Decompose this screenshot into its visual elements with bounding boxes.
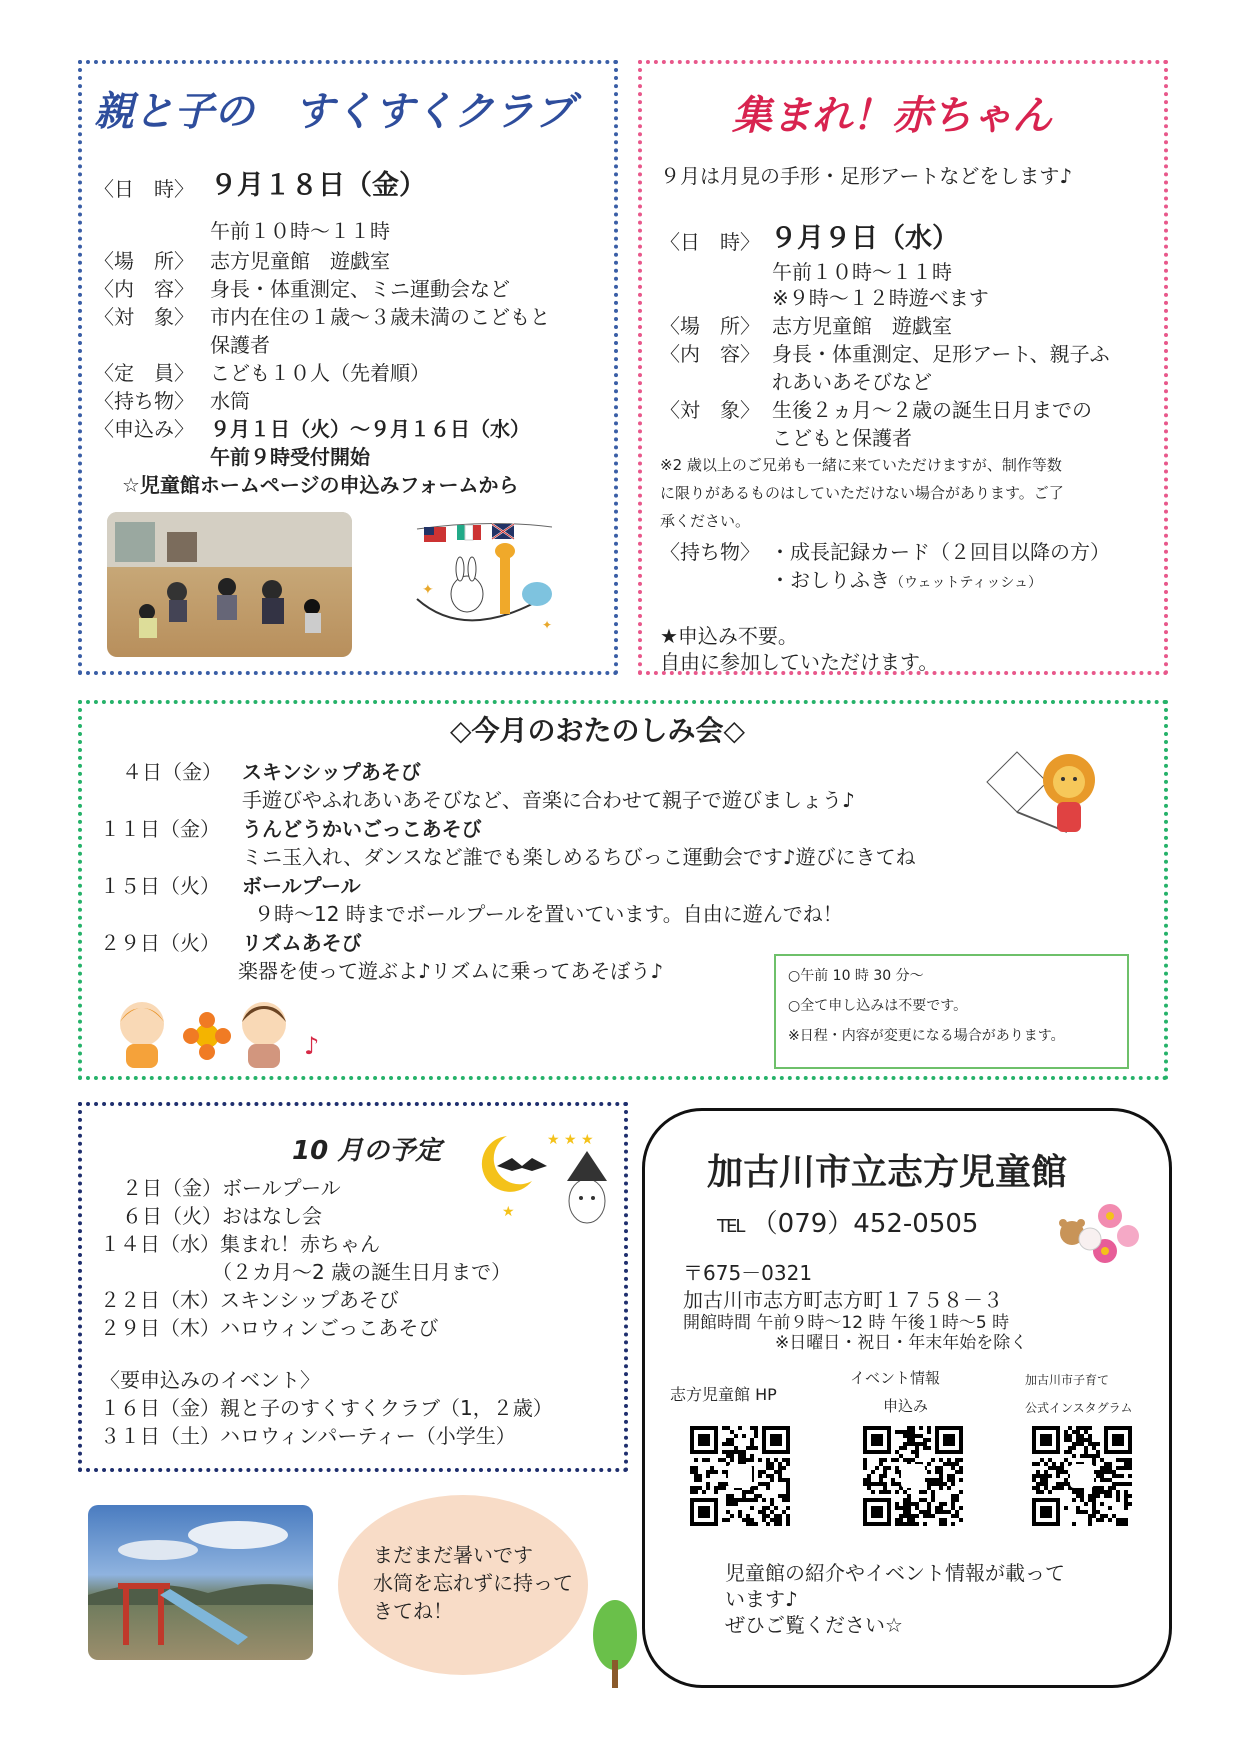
baby-date-label: 〈日 時〉: [660, 230, 760, 254]
baby-note-line1: ※2 歳以上のご兄弟も一緒に来ていただけますが、制作等数: [660, 456, 1062, 474]
tree-illustration: [590, 1600, 640, 1690]
club-apply-label: 〈申込み〉: [94, 417, 194, 441]
svg-text:✦: ✦: [422, 582, 434, 598]
qr-3-label-line1: 加古川市子育て: [1025, 1373, 1110, 1387]
halloween-illustration: [477, 1126, 617, 1226]
bubble-line-2: 水筒を忘れずに持って: [373, 1571, 573, 1595]
baby-bring-line2: [770, 568, 1042, 592]
qr-2-label-line2: 申込み: [883, 1397, 929, 1415]
october-apply-item-1: １６日（金）親と子のすくすくクラブ（1，２歳）: [100, 1396, 553, 1420]
center-tel: [717, 1209, 978, 1240]
svg-text:★: ★: [502, 1204, 515, 1220]
center-name: 加古川市立志方児童館: [707, 1152, 1068, 1193]
club-target-line1: 市内在住の１歳～３歳未満のこどもと: [210, 305, 550, 329]
center-address: 加古川市志方町志方町１７５８－３: [683, 1288, 1003, 1312]
october-apply-item-2: ３１日（土）ハロウィンパーティー（小学生）: [100, 1424, 516, 1448]
event-1-date: ４日（金）: [122, 760, 222, 784]
baby-time: 午前１０時～１１時: [772, 260, 952, 284]
center-info-section: [642, 1108, 1172, 1688]
monthly-note-3: ※日程・内容が変更になる場合があります。: [788, 1028, 1065, 1044]
baby-time-note: ※９時～１２時遊べます: [772, 286, 989, 310]
event-2-name: うんどうかいごっこあそび: [242, 817, 482, 841]
event-1-desc: 手遊びやふれあいあそびなど、音楽に合わせて親子で遊びましょう♪: [242, 788, 855, 812]
monthly-note-1: ○午前 10 時 30 分～: [788, 968, 924, 984]
monthly-section: [78, 700, 1168, 1080]
october-item-3: １４日（水）集まれ！赤ちゃん: [100, 1232, 380, 1256]
speech-bubble: [338, 1495, 588, 1675]
slide-photo: [88, 1505, 313, 1660]
october-title: 10 月の予定: [292, 1136, 442, 1166]
baby-target-line2: こどもと保護者: [772, 426, 912, 450]
october-section: [78, 1102, 628, 1472]
center-closed: ※日曜日・祝日・年末年始を除く: [775, 1333, 1028, 1353]
club-target-label: 〈対 象〉: [94, 305, 194, 329]
qr-2-label-line1: イベント情報: [850, 1369, 941, 1387]
baby-date: ９月９日（水）: [770, 223, 959, 254]
baby-target-line1: 生後２ヵ月～２歳の誕生日月までの: [772, 398, 1092, 422]
club-place: 志方児童館 遊戯室: [210, 249, 390, 273]
baby-content-label: 〈内 容〉: [660, 342, 760, 366]
october-item-1: ２日（金）ボールプール: [122, 1176, 341, 1200]
baby-content-line2: れあいあそびなど: [772, 370, 932, 394]
center-info-line3: ぜひご覧ください☆: [725, 1613, 903, 1637]
club-bring: 水筒: [210, 389, 250, 413]
qr-1-label: 志方児童館 HP: [670, 1385, 777, 1404]
event-2-date: １１日（金）: [100, 817, 220, 841]
baby-intro: ９月は月見の手形・足形アートなどをします♪: [660, 164, 1073, 188]
tel-number: （079）452-0505: [751, 1209, 979, 1239]
qr-code-instagram[interactable]: [1032, 1426, 1132, 1526]
animal-flags-illustration: [412, 519, 562, 639]
october-apply-title: 〈要申込みのイベント〉: [100, 1368, 320, 1392]
baby-note-line2: に限りがあるものはしていただけない場合があります。ご了: [660, 484, 1064, 502]
center-info-line2: います♪: [725, 1587, 798, 1611]
monthly-title: ◇今月のおたのしみ会◇: [450, 714, 746, 747]
event-1-name: スキンシップあそび: [242, 760, 421, 784]
baby-bring-item: ・おしりふき: [770, 568, 890, 592]
baby-title: 集まれ！赤ちゃん: [732, 93, 1052, 139]
monthly-notes-box: [774, 954, 1129, 1069]
club-place-label: 〈場 所〉: [94, 249, 194, 273]
event-2-desc: ミニ玉入れ、ダンスなど誰でも楽しめるちびっこ運動会です♪遊びにきてね: [242, 845, 916, 869]
october-item-5: ２２日（木）スキンシップあそび: [100, 1288, 399, 1312]
center-info-line1: 児童館の紹介やイベント情報が載って: [725, 1561, 1065, 1585]
club-capacity-label: 〈定 員〉: [94, 361, 194, 385]
center-hours: [683, 1313, 1009, 1333]
baby-bring-label: 〈持ち物〉: [660, 540, 760, 564]
gym-photo: [107, 512, 352, 657]
kids-flower-illustration: [112, 994, 332, 1069]
baby-section: [638, 60, 1168, 675]
club-apply-note: ☆児童館ホームページの申込みフォームから: [122, 473, 519, 497]
bears-flowers-illustration: [1050, 1191, 1145, 1276]
baby-bring-line1: ・成長記録カード（２回目以降の方）: [770, 540, 1110, 564]
event-3-desc: ９時～12 時までボールプールを置いています。自由に遊んでね！: [254, 902, 843, 926]
baby-target-label: 〈対 象〉: [660, 398, 760, 422]
club-capacity: こども１０人（先着順）: [210, 361, 430, 385]
baby-footer-line1: ★申込み不要。: [660, 624, 798, 648]
svg-text:♪: ♪: [304, 1032, 320, 1060]
club-apply-start: 午前９時受付開始: [210, 445, 370, 469]
event-4-desc: 楽器を使って遊ぶよ♪リズムに乗ってあそぼう♪: [238, 959, 664, 983]
club-date: ９月１８日（金）: [210, 170, 426, 201]
svg-text:✦: ✦: [542, 618, 553, 632]
baby-content-line1: 身長・体重測定、足形アート、親子ふ: [772, 342, 1110, 366]
tel-label: TEL: [717, 1216, 744, 1237]
event-4-date: ２９日（火）: [100, 931, 220, 955]
baby-place-label: 〈場 所〉: [660, 314, 760, 338]
event-4-name: リズムあそび: [242, 931, 362, 955]
event-3-name: ボールプール: [242, 874, 361, 898]
club-date-label: 〈日 時〉: [94, 177, 194, 201]
club-title: 親と子の すくすくクラブ: [94, 89, 574, 135]
baby-note-line3: 承ください。: [660, 512, 751, 530]
club-content-label: 〈内 容〉: [94, 277, 194, 301]
lion-flag-illustration: [977, 742, 1102, 837]
club-section: [78, 60, 618, 675]
bubble-line-3: きてね！: [373, 1599, 453, 1623]
svg-text:★ ★ ★: ★ ★ ★: [547, 1132, 594, 1148]
qr-code-homepage[interactable]: [690, 1426, 790, 1526]
bubble-line-1: まだまだ暑いです: [373, 1543, 533, 1567]
october-item-4: （２カ月～2 歳の誕生日月まで）: [212, 1260, 512, 1284]
club-content: 身長・体重測定、ミニ運動会など: [210, 277, 510, 301]
hours-label: 開館時間: [683, 1313, 751, 1333]
club-bring-label: 〈持ち物〉: [94, 389, 194, 413]
hours-value: 午前９時～12 時 午後１時～5 時: [756, 1313, 1010, 1333]
center-postal: 〒675－0321: [683, 1261, 813, 1285]
baby-place: 志方児童館 遊戯室: [772, 314, 952, 338]
october-item-2: ６日（火）おはなし会: [122, 1204, 322, 1228]
baby-bring-item-small: （ウェットティッシュ）: [890, 575, 1043, 591]
monthly-note-2: ○全て申し込みは不要です。: [788, 998, 968, 1014]
qr-3-label-line2: 公式インスタグラム: [1025, 1401, 1133, 1415]
club-target-line2: 保護者: [210, 333, 270, 357]
club-time: 午前１０時～１１時: [210, 219, 390, 243]
club-apply-dates: ９月１日（火）～９月１６日（水）: [210, 417, 530, 441]
event-3-date: １５日（火）: [100, 874, 220, 898]
baby-footer-line2: 自由に参加していただけます。: [660, 650, 939, 674]
october-item-6: ２９日（木）ハロウィンごっこあそび: [100, 1316, 439, 1340]
qr-code-event-apply[interactable]: [863, 1426, 963, 1526]
